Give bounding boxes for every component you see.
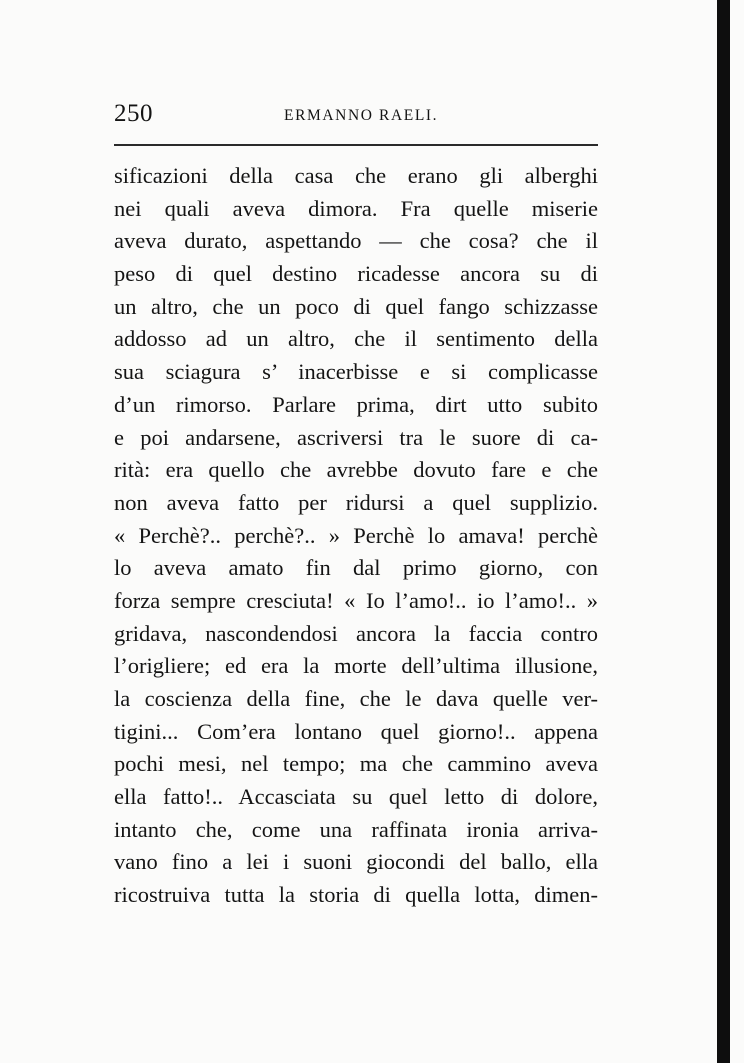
text-line: gridava, nascondendosi ancora la faccia contro [114,620,598,646]
text-line: sua sciagura s’ inacerbisse e si complicasse [114,359,598,385]
text-line: ella fatto!.. Accasciata su quel letto di dolore, [114,784,598,810]
text-line: un altro, che un poco di quel fango schizzasse [114,293,598,319]
text-line: sificazioni della casa che erano gli alberghi [114,163,598,188]
text-line: intanto che, come una raffinata ironia arriva- [114,816,598,842]
page-edge-shadow [717,0,730,1063]
text-line: nei quali aveva dimora. Fra quelle miserie [114,195,598,221]
text-line: non aveva fatto per ridursi a quel supplizio. [114,489,598,515]
text-line: addosso ad un altro, che il sentimento della [114,326,598,352]
page-number: 250 [114,100,153,127]
body-text [114,160,598,912]
text-line: pochi mesi, nel tempo; ma che cammino aveva [114,751,598,777]
text-line: ricostruiva tutta la storia di quella lotta, dimen- [114,882,598,908]
header-rule [114,144,598,146]
text-line: forza sempre cresciuta! « Io l’amo!.. io l’amo!.. » [114,587,598,613]
running-title: ERMANNO RAELI. [284,107,439,124]
text-line: la coscienza della fine, che le dava quelle ver- [114,686,598,711]
text-line: lo aveva amato fin dal primo giorno, con [114,555,598,581]
text-line: l’origliere; ed era la morte dell’ultima illusione, [114,653,598,679]
text-line: e poi andarsene, ascriversi tra le suore di ca- [114,424,598,450]
text-line: peso di quel destino ricadesse ancora su di [114,261,598,287]
text-line: tigini... Com’era lontano quel giorno!.. appena [114,718,598,744]
text-line: rità: era quello che avrebbe dovuto fare e che [114,457,598,483]
text-line: vano fino a lei i suoni giocondi del ballo, ella [114,849,598,875]
page-header [114,100,596,140]
text-line: d’un rimorso. Parlare prima, dirt utto subito [114,391,598,417]
text-line: aveva durato, aspettando — che cosa? che il [114,228,598,254]
text-line: « Perchè?.. perchè?.. » Perchè lo amava! perchè [114,522,598,548]
